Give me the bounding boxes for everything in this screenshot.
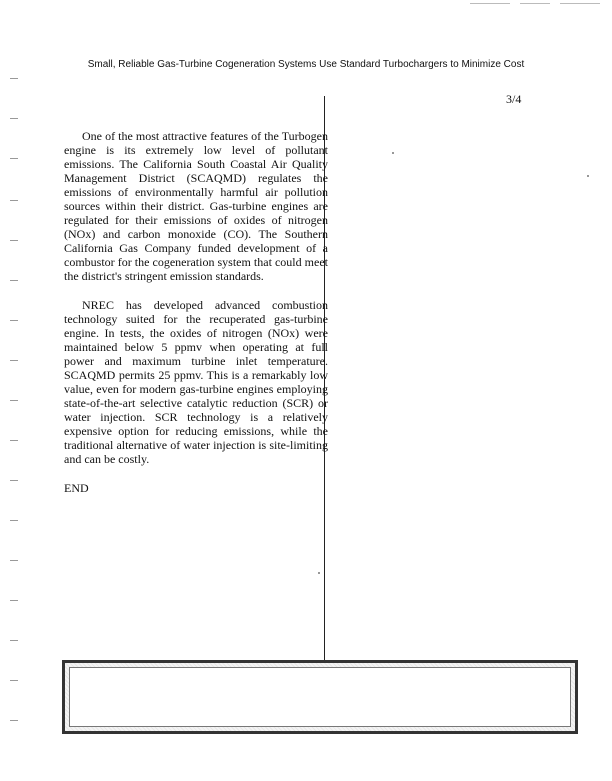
margin-mark [10, 78, 18, 79]
margin-mark [10, 720, 18, 721]
margin-mark [10, 240, 18, 241]
top-edge-rule [520, 3, 550, 4]
margin-mark [10, 320, 18, 321]
end-mark: END [64, 481, 89, 495]
footer-box [62, 660, 578, 734]
margin-mark [10, 200, 18, 201]
paragraph: One of the most attractive features of the Turbogen engine is its extremely low level of pollutant emissions. The California South Coastal Air Quality Management District (SCAQMD) regulates the emissions of environmentally harmful air pollution sources within their district. Gas-turbine engines are regulated for their emissions of oxides of nitrogen (NOx) and carbon monoxide (CO). The Southern California Gas Company funded development of a combustor for the cogeneration system that could meet the district's stringent emission standards. [64, 129, 328, 283]
footer-box-inner [69, 667, 571, 727]
margin-mark [10, 600, 18, 601]
margin-mark [10, 480, 18, 481]
body-text [64, 129, 328, 495]
margin-mark [10, 158, 18, 159]
margin-mark [10, 560, 18, 561]
margin-mark [10, 680, 18, 681]
page-header-title: Small, Reliable Gas-Turbine Cogeneration Systems Use Standard Turbochargers to Minimize Cost [87, 59, 525, 70]
margin-mark [10, 118, 18, 119]
margin-mark [10, 440, 18, 441]
top-edge-rule [560, 3, 600, 4]
paragraph: NREC has developed advanced combustion technology suited for the recuperated gas-turbine engine. In tests, the oxides of nitrogen (NOx) were maintained below 5 ppmv when operating at full power and maximum turbine inlet temperature. SCAQMD permits 25 ppmv. This is a remarkably low value, even for modern gas-turbine engines employing state-of-the-art selective catalytic reduction (SCR) or water injection. SCR technology is a relatively expensive option for reducing emissions, while the traditional alternative of water injection is site-limiting and can be costly. [64, 298, 328, 466]
page-number: 3/4 [506, 92, 522, 106]
margin-mark [10, 640, 18, 641]
margin-mark [10, 360, 18, 361]
margin-mark [10, 280, 18, 281]
scan-speck [318, 572, 320, 574]
margin-mark [10, 400, 18, 401]
top-edge-rule [470, 3, 510, 4]
margin-mark [10, 520, 18, 521]
scan-speck [392, 152, 394, 154]
scan-speck [587, 175, 589, 177]
